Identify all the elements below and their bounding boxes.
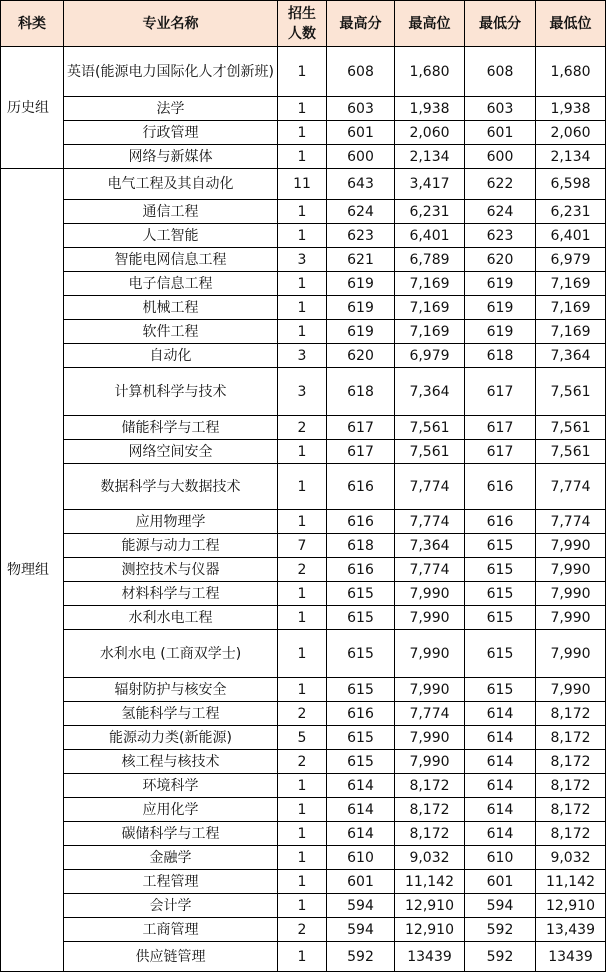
major-cell: 材料科学与工程 xyxy=(64,582,278,606)
max-score-cell: 614 xyxy=(327,822,395,846)
count-cell: 1 xyxy=(278,774,327,798)
major-cell: 网络与新媒体 xyxy=(64,145,278,169)
header-max-score: 最高分 xyxy=(327,1,395,47)
category-cell: 物理组 xyxy=(1,169,64,972)
min-score-cell: 614 xyxy=(465,798,536,822)
max-rank-cell: 7,169 xyxy=(395,296,465,320)
min-score-cell: 601 xyxy=(465,870,536,894)
max-score-cell: 610 xyxy=(327,846,395,870)
table-row xyxy=(1,248,606,272)
count-cell: 1 xyxy=(278,798,327,822)
table-row xyxy=(1,582,606,606)
major-cell: 法学 xyxy=(64,97,278,121)
min-score-cell: 594 xyxy=(465,894,536,918)
min-score-cell: 592 xyxy=(465,942,536,972)
max-rank-cell: 8,172 xyxy=(395,798,465,822)
max-score-cell: 619 xyxy=(327,272,395,296)
count-cell: 1 xyxy=(278,440,327,464)
major-cell: 辐射防护与核安全 xyxy=(64,678,278,702)
table-row xyxy=(1,47,606,97)
table-row xyxy=(1,558,606,582)
min-rank-cell: 7,774 xyxy=(536,464,606,510)
table-row xyxy=(1,630,606,678)
max-rank-cell: 7,561 xyxy=(395,440,465,464)
min-rank-cell: 7,169 xyxy=(536,296,606,320)
max-rank-cell: 6,979 xyxy=(395,344,465,368)
min-score-cell: 608 xyxy=(465,47,536,97)
max-rank-cell: 2,060 xyxy=(395,121,465,145)
max-score-cell: 600 xyxy=(327,145,395,169)
min-score-cell: 620 xyxy=(465,248,536,272)
major-cell: 数据科学与大数据技术 xyxy=(64,464,278,510)
max-score-cell: 616 xyxy=(327,464,395,510)
table-row xyxy=(1,894,606,918)
max-score-cell: 601 xyxy=(327,121,395,145)
count-cell: 1 xyxy=(278,145,327,169)
max-rank-cell: 7,774 xyxy=(395,464,465,510)
table-row xyxy=(1,145,606,169)
min-rank-cell: 7,561 xyxy=(536,416,606,440)
max-score-cell: 624 xyxy=(327,200,395,224)
major-cell: 网络空间安全 xyxy=(64,440,278,464)
max-rank-cell: 8,172 xyxy=(395,774,465,798)
count-cell: 1 xyxy=(278,630,327,678)
count-cell: 2 xyxy=(278,558,327,582)
min-rank-cell: 7,561 xyxy=(536,440,606,464)
count-cell: 1 xyxy=(278,97,327,121)
table-row xyxy=(1,726,606,750)
header-row xyxy=(1,1,606,47)
header-min-rank: 最低位 xyxy=(536,1,606,47)
max-rank-cell: 12,910 xyxy=(395,894,465,918)
count-cell: 1 xyxy=(278,942,327,972)
max-rank-cell: 7,990 xyxy=(395,606,465,630)
table-row xyxy=(1,942,606,972)
max-rank-cell: 7,169 xyxy=(395,272,465,296)
table-row xyxy=(1,464,606,510)
max-score-cell: 616 xyxy=(327,702,395,726)
count-cell: 1 xyxy=(278,894,327,918)
table-row xyxy=(1,870,606,894)
count-cell: 1 xyxy=(278,121,327,145)
max-rank-cell: 7,774 xyxy=(395,558,465,582)
count-cell: 2 xyxy=(278,702,327,726)
max-score-cell: 619 xyxy=(327,296,395,320)
count-cell: 1 xyxy=(278,47,327,97)
min-score-cell: 614 xyxy=(465,774,536,798)
count-cell: 1 xyxy=(278,272,327,296)
max-rank-cell: 1,680 xyxy=(395,47,465,97)
count-cell: 1 xyxy=(278,582,327,606)
max-rank-cell: 6,401 xyxy=(395,224,465,248)
major-cell: 智能电网信息工程 xyxy=(64,248,278,272)
table-row xyxy=(1,510,606,534)
min-rank-cell: 7,364 xyxy=(536,344,606,368)
header-count: 招生人数 xyxy=(278,1,327,47)
min-rank-cell: 7,169 xyxy=(536,272,606,296)
major-cell: 水利水电工程 xyxy=(64,606,278,630)
max-score-cell: 592 xyxy=(327,942,395,972)
major-cell: 金融学 xyxy=(64,846,278,870)
table-row xyxy=(1,798,606,822)
max-score-cell: 616 xyxy=(327,510,395,534)
count-cell: 1 xyxy=(278,200,327,224)
major-cell: 英语(能源电力国际化人才创新班) xyxy=(64,47,278,97)
count-cell: 1 xyxy=(278,822,327,846)
min-score-cell: 624 xyxy=(465,200,536,224)
table-row xyxy=(1,296,606,320)
min-score-cell: 600 xyxy=(465,145,536,169)
min-score-cell: 614 xyxy=(465,726,536,750)
min-rank-cell: 6,401 xyxy=(536,224,606,248)
major-cell: 应用物理学 xyxy=(64,510,278,534)
max-score-cell: 617 xyxy=(327,440,395,464)
min-rank-cell: 2,060 xyxy=(536,121,606,145)
min-rank-cell: 1,938 xyxy=(536,97,606,121)
header-category: 科类 xyxy=(1,1,64,47)
table-row xyxy=(1,750,606,774)
min-rank-cell: 8,172 xyxy=(536,798,606,822)
min-score-cell: 615 xyxy=(465,558,536,582)
count-cell: 1 xyxy=(278,846,327,870)
min-rank-cell: 7,990 xyxy=(536,534,606,558)
max-score-cell: 618 xyxy=(327,368,395,416)
major-cell: 能源动力类(新能源) xyxy=(64,726,278,750)
major-cell: 通信工程 xyxy=(64,200,278,224)
min-rank-cell: 7,990 xyxy=(536,606,606,630)
table-row xyxy=(1,774,606,798)
min-score-cell: 615 xyxy=(465,582,536,606)
major-cell: 机械工程 xyxy=(64,296,278,320)
max-rank-cell: 11,142 xyxy=(395,870,465,894)
count-cell: 7 xyxy=(278,534,327,558)
min-rank-cell: 8,172 xyxy=(536,702,606,726)
max-score-cell: 643 xyxy=(327,169,395,200)
max-score-cell: 594 xyxy=(327,918,395,942)
max-score-cell: 615 xyxy=(327,750,395,774)
max-rank-cell: 7,774 xyxy=(395,702,465,726)
major-cell: 环境科学 xyxy=(64,774,278,798)
max-score-cell: 615 xyxy=(327,678,395,702)
major-cell: 水利水电 (工商双学士) xyxy=(64,630,278,678)
min-rank-cell: 1,680 xyxy=(536,47,606,97)
min-score-cell: 614 xyxy=(465,822,536,846)
header-major: 专业名称 xyxy=(64,1,278,47)
count-cell: 1 xyxy=(278,320,327,344)
min-rank-cell: 12,910 xyxy=(536,894,606,918)
major-cell: 计算机科学与技术 xyxy=(64,368,278,416)
max-rank-cell: 7,990 xyxy=(395,726,465,750)
min-score-cell: 619 xyxy=(465,320,536,344)
min-rank-cell: 7,774 xyxy=(536,510,606,534)
count-cell: 1 xyxy=(278,870,327,894)
max-score-cell: 614 xyxy=(327,774,395,798)
max-score-cell: 601 xyxy=(327,870,395,894)
min-score-cell: 615 xyxy=(465,678,536,702)
major-cell: 应用化学 xyxy=(64,798,278,822)
major-cell: 工商管理 xyxy=(64,918,278,942)
max-rank-cell: 1,938 xyxy=(395,97,465,121)
major-cell: 储能科学与工程 xyxy=(64,416,278,440)
min-score-cell: 619 xyxy=(465,296,536,320)
count-cell: 2 xyxy=(278,416,327,440)
max-score-cell: 594 xyxy=(327,894,395,918)
table-row xyxy=(1,344,606,368)
header-min-score: 最低分 xyxy=(465,1,536,47)
table-row xyxy=(1,918,606,942)
min-rank-cell: 8,172 xyxy=(536,726,606,750)
min-rank-cell: 13439 xyxy=(536,942,606,972)
min-score-cell: 603 xyxy=(465,97,536,121)
table-row xyxy=(1,678,606,702)
min-rank-cell: 9,032 xyxy=(536,846,606,870)
major-cell: 碳储科学与工程 xyxy=(64,822,278,846)
max-score-cell: 616 xyxy=(327,558,395,582)
count-cell: 1 xyxy=(278,224,327,248)
table-row xyxy=(1,121,606,145)
min-score-cell: 610 xyxy=(465,846,536,870)
max-score-cell: 617 xyxy=(327,416,395,440)
min-rank-cell: 8,172 xyxy=(536,822,606,846)
table-row xyxy=(1,272,606,296)
min-score-cell: 616 xyxy=(465,464,536,510)
min-rank-cell: 7,990 xyxy=(536,678,606,702)
max-score-cell: 623 xyxy=(327,224,395,248)
major-cell: 能源与动力工程 xyxy=(64,534,278,558)
count-cell: 3 xyxy=(278,368,327,416)
min-rank-cell: 7,990 xyxy=(536,558,606,582)
max-rank-cell: 3,417 xyxy=(395,169,465,200)
table-row xyxy=(1,846,606,870)
major-cell: 工程管理 xyxy=(64,870,278,894)
table-row xyxy=(1,822,606,846)
min-score-cell: 601 xyxy=(465,121,536,145)
table-row xyxy=(1,606,606,630)
major-cell: 氢能科学与工程 xyxy=(64,702,278,726)
min-score-cell: 622 xyxy=(465,169,536,200)
min-rank-cell: 7,169 xyxy=(536,320,606,344)
table-row xyxy=(1,368,606,416)
max-score-cell: 614 xyxy=(327,798,395,822)
table-row xyxy=(1,224,606,248)
min-rank-cell: 7,561 xyxy=(536,368,606,416)
count-cell: 3 xyxy=(278,248,327,272)
max-rank-cell: 7,364 xyxy=(395,534,465,558)
table-row xyxy=(1,320,606,344)
min-rank-cell: 7,990 xyxy=(536,630,606,678)
min-score-cell: 615 xyxy=(465,606,536,630)
min-score-cell: 592 xyxy=(465,918,536,942)
min-score-cell: 615 xyxy=(465,630,536,678)
count-cell: 2 xyxy=(278,750,327,774)
count-cell: 1 xyxy=(278,464,327,510)
major-cell: 核工程与核技术 xyxy=(64,750,278,774)
major-cell: 软件工程 xyxy=(64,320,278,344)
count-cell: 1 xyxy=(278,296,327,320)
min-rank-cell: 11,142 xyxy=(536,870,606,894)
max-score-cell: 615 xyxy=(327,582,395,606)
min-rank-cell: 6,979 xyxy=(536,248,606,272)
table-row xyxy=(1,200,606,224)
min-score-cell: 615 xyxy=(465,534,536,558)
max-score-cell: 620 xyxy=(327,344,395,368)
count-cell: 1 xyxy=(278,678,327,702)
major-cell: 电气工程及其自动化 xyxy=(64,169,278,200)
min-score-cell: 617 xyxy=(465,416,536,440)
major-cell: 电子信息工程 xyxy=(64,272,278,296)
max-rank-cell: 2,134 xyxy=(395,145,465,169)
min-rank-cell: 13,439 xyxy=(536,918,606,942)
max-rank-cell: 8,172 xyxy=(395,822,465,846)
min-score-cell: 623 xyxy=(465,224,536,248)
count-cell: 3 xyxy=(278,344,327,368)
min-score-cell: 618 xyxy=(465,344,536,368)
min-score-cell: 617 xyxy=(465,368,536,416)
table-row xyxy=(1,97,606,121)
max-rank-cell: 7,990 xyxy=(395,582,465,606)
max-score-cell: 615 xyxy=(327,726,395,750)
major-cell: 行政管理 xyxy=(64,121,278,145)
min-rank-cell: 8,172 xyxy=(536,774,606,798)
min-score-cell: 617 xyxy=(465,440,536,464)
max-score-cell: 619 xyxy=(327,320,395,344)
table-row xyxy=(1,440,606,464)
min-rank-cell: 7,990 xyxy=(536,582,606,606)
count-cell: 1 xyxy=(278,510,327,534)
major-cell: 人工智能 xyxy=(64,224,278,248)
max-score-cell: 603 xyxy=(327,97,395,121)
min-rank-cell: 6,231 xyxy=(536,200,606,224)
max-rank-cell: 7,990 xyxy=(395,630,465,678)
max-rank-cell: 7,990 xyxy=(395,750,465,774)
max-rank-cell: 7,561 xyxy=(395,416,465,440)
max-rank-cell: 6,231 xyxy=(395,200,465,224)
table-row xyxy=(1,169,606,200)
min-rank-cell: 2,134 xyxy=(536,145,606,169)
category-cell: 历史组 xyxy=(1,47,64,169)
max-score-cell: 621 xyxy=(327,248,395,272)
max-rank-cell: 7,364 xyxy=(395,368,465,416)
major-cell: 测控技术与仪器 xyxy=(64,558,278,582)
max-score-cell: 618 xyxy=(327,534,395,558)
max-rank-cell: 7,169 xyxy=(395,320,465,344)
max-rank-cell: 13439 xyxy=(395,942,465,972)
header-max-rank: 最高位 xyxy=(395,1,465,47)
major-cell: 供应链管理 xyxy=(64,942,278,972)
max-rank-cell: 12,910 xyxy=(395,918,465,942)
table-row xyxy=(1,534,606,558)
min-rank-cell: 8,172 xyxy=(536,750,606,774)
min-score-cell: 616 xyxy=(465,510,536,534)
table-body xyxy=(1,47,606,972)
max-rank-cell: 9,032 xyxy=(395,846,465,870)
count-cell: 2 xyxy=(278,918,327,942)
major-cell: 会计学 xyxy=(64,894,278,918)
max-score-cell: 615 xyxy=(327,606,395,630)
max-rank-cell: 6,789 xyxy=(395,248,465,272)
max-score-cell: 608 xyxy=(327,47,395,97)
max-rank-cell: 7,774 xyxy=(395,510,465,534)
min-rank-cell: 6,598 xyxy=(536,169,606,200)
max-score-cell: 615 xyxy=(327,630,395,678)
count-cell: 5 xyxy=(278,726,327,750)
count-cell: 1 xyxy=(278,606,327,630)
table-row xyxy=(1,416,606,440)
major-cell: 自动化 xyxy=(64,344,278,368)
min-score-cell: 614 xyxy=(465,750,536,774)
min-score-cell: 619 xyxy=(465,272,536,296)
table-row xyxy=(1,702,606,726)
max-rank-cell: 7,990 xyxy=(395,678,465,702)
count-cell: 11 xyxy=(278,169,327,200)
min-score-cell: 614 xyxy=(465,702,536,726)
